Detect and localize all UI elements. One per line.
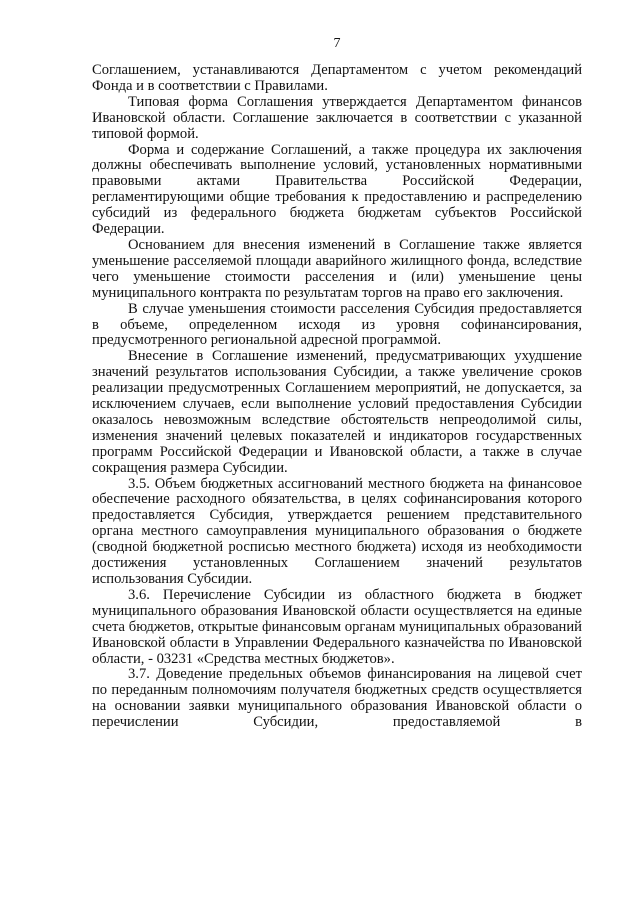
paragraph-section-3-6: 3.6. Перечисление Субсидии из областного бюджета в бюджет муниципального образования Ивановской области осуществляется на единые счета бюджетов, открытые финансовым органам муниципальных образований Ивановской области в Управлении Федерального казначейства по Ивановской области, - 03231 «Средства местных бюджетов». [92, 586, 582, 667]
document-page [92, 36, 582, 731]
paragraph-continuation: Соглашением, устанавливаются Департаментом с учетом рекомендаций Фонда и в соответствии с Правилами. [92, 62, 582, 94]
paragraph-cost-reduction: В случае уменьшения стоимости расселения Субсидия предоставляется в объеме, определенном исходя из уровня софинансирования, предусмотренного региональной адресной программой. [92, 300, 582, 349]
paragraph-amendment-grounds: Основанием для внесения изменений в Соглашение также является уменьшение расселяемой площади аварийного жилищного фонда, вследствие чего уменьшение стоимости расселения и (или) уменьшение цены муниципального контракта по результатам торгов на право его заключения. [92, 236, 582, 301]
paragraph-agreement-form: Форма и содержание Соглашений, а также процедура их заключения должны обеспечивать выполнение условий, установленных нормативными правовыми актами Правительства Российской Федерации, регламентирующими общие требования к предоставлению и распределению субсидий из федерального бюджета бюджетам субъектов Российской Федерации. [92, 141, 582, 238]
page-number: 7 [333, 36, 341, 51]
paragraph-standard-form: Типовая форма Соглашения утверждается Департаментом финансов Ивановской области. Соглашение заключается в соответствии с указанной типовой формой. [92, 93, 582, 142]
paragraph-amendment-restrictions: Внесение в Соглашение изменений, предусматривающих ухудшение значений результатов использования Субсидии, а также увеличение сроков реализации предусмотренных Соглашением мероприятий, не допускается, за исключением случаев, если выполнение условий предоставления Субсидии оказалось невозможным вследствие обстоятельств непреодолимой силы, изменения значений целевых показателей и индикаторов государственных программ Российской Федерации и Ивановской области, а также в случае сокращения размера Субсидии. [92, 348, 582, 476]
paragraph-section-3-7: 3.7. Доведение предельных объемов финансирования на лицевой счет по переданным полномочиям получателя бюджетных средств осуществляется на основании заявки муниципального образования Ивановской области о перечислении Субсидии, предоставляемой в [92, 666, 582, 731]
paragraph-section-3-5: 3.5. Объем бюджетных ассигнований местного бюджета на финансовое обеспечение расходного обязательства, в целях софинансирования которого предоставляется Субсидия, утверждается решением представительного органа местного самоуправления муниципального образования о бюджете (сводной бюджетной росписью местного бюджета) исходя из необходимости достижения установленных Соглашением значений результатов использования Субсидии. [92, 475, 582, 587]
